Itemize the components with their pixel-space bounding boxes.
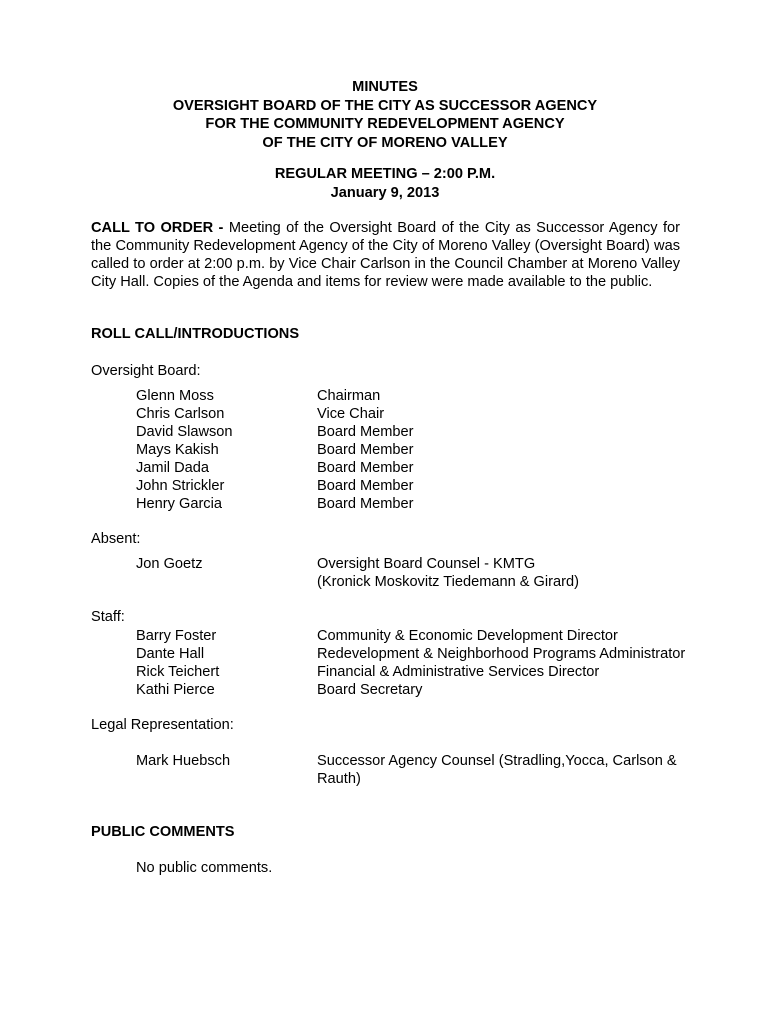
call-to-order-heading: CALL TO ORDER - [91,220,224,236]
counsel-name: Mark Huebsch [136,753,231,769]
member-name: Chris Carlson [136,406,225,422]
absent-label: Absent: [91,531,141,547]
header-line-board: OVERSIGHT BOARD OF THE CITY AS SUCCESSOR AGENCY [172,97,598,114]
call-to-order-body: Meeting of the Oversight Board of the City as Successor Agency for the Community Redevelopment Agency of the City of Moreno Valley (Oversight Board) was called to order at 2:00 p.m. by Vice Chair Carlson in the Council Chamber at Moreno Valley City Hall. Copies of the Agenda and items for review were made available to the public. [91,220,680,290]
staff-name: Kathi Pierce [136,682,215,698]
list-item [136,405,736,423]
roll-call-heading: ROLL CALL/INTRODUCTIONS [91,326,300,342]
member-title: Board Member [317,460,414,476]
list-item [136,645,736,663]
list-item [136,441,736,459]
list-item [136,495,736,513]
staff-name: Barry Foster [136,628,217,644]
list-item [136,423,736,441]
staff-title: Redevelopment & Neighborhood Programs Administrator [317,646,686,662]
list-item [136,663,736,681]
list-item [136,387,736,405]
list-item [136,573,736,591]
staff-label: Staff: [91,609,125,625]
list-item [136,459,736,477]
list-item [136,627,736,645]
member-name: Henry Garcia [136,496,222,512]
member-name: Jon Goetz [136,556,203,572]
member-name: John Strickler [136,478,225,494]
oversight-board-label: Oversight Board: [91,363,201,379]
document-header [0,78,770,152]
list-item [136,477,736,495]
absent-roster [136,555,736,591]
member-name: Glenn Moss [136,388,214,404]
member-title: Chairman [317,388,381,404]
public-comments-heading: PUBLIC COMMENTS [91,824,235,840]
board-roster [136,387,736,513]
list-item [136,752,736,770]
list-item [136,681,736,699]
counsel-title: Successor Agency Counsel (Stradling,Yocca, Carlson & [317,753,677,769]
header-line-minutes: MINUTES [352,79,418,95]
member-title: Board Member [317,442,414,458]
list-item [136,555,736,573]
staff-title: Community & Economic Development Director [317,628,618,644]
header-line-agency: FOR THE COMMUNITY REDEVELOPMENT AGENCY [205,116,565,132]
public-comments-text: No public comments. [136,860,273,876]
meeting-date: January 9, 2013 [330,184,440,201]
member-name: Jamil Dada [136,460,209,476]
member-title: Vice Chair [317,406,385,422]
member-title: Board Member [317,496,414,512]
member-title: Oversight Board Counsel - KMTG [317,556,536,572]
counsel-title-continued: Rauth) [317,771,361,787]
list-item [136,770,736,788]
staff-roster [136,627,736,699]
staff-title: Financial & Administrative Services Director [317,664,600,680]
member-title: Board Member [317,478,414,494]
legal-representation-label: Legal Representation: [91,717,234,733]
meeting-type: REGULAR MEETING – 2:00 P.M. [274,166,496,182]
member-name: David Slawson [136,424,233,440]
member-title: Board Member [317,424,414,440]
member-name: Mays Kakish [136,442,219,458]
staff-name: Rick Teichert [136,664,220,680]
staff-name: Dante Hall [136,646,205,662]
legal-roster [136,752,736,788]
call-to-order-paragraph [91,219,680,291]
meeting-info [0,165,770,202]
staff-title: Board Secretary [317,682,423,698]
member-title-continued: (Kronick Moskovitz Tiedemann & Girard) [317,574,579,590]
header-line-city: OF THE CITY OF MORENO VALLEY [262,134,508,151]
